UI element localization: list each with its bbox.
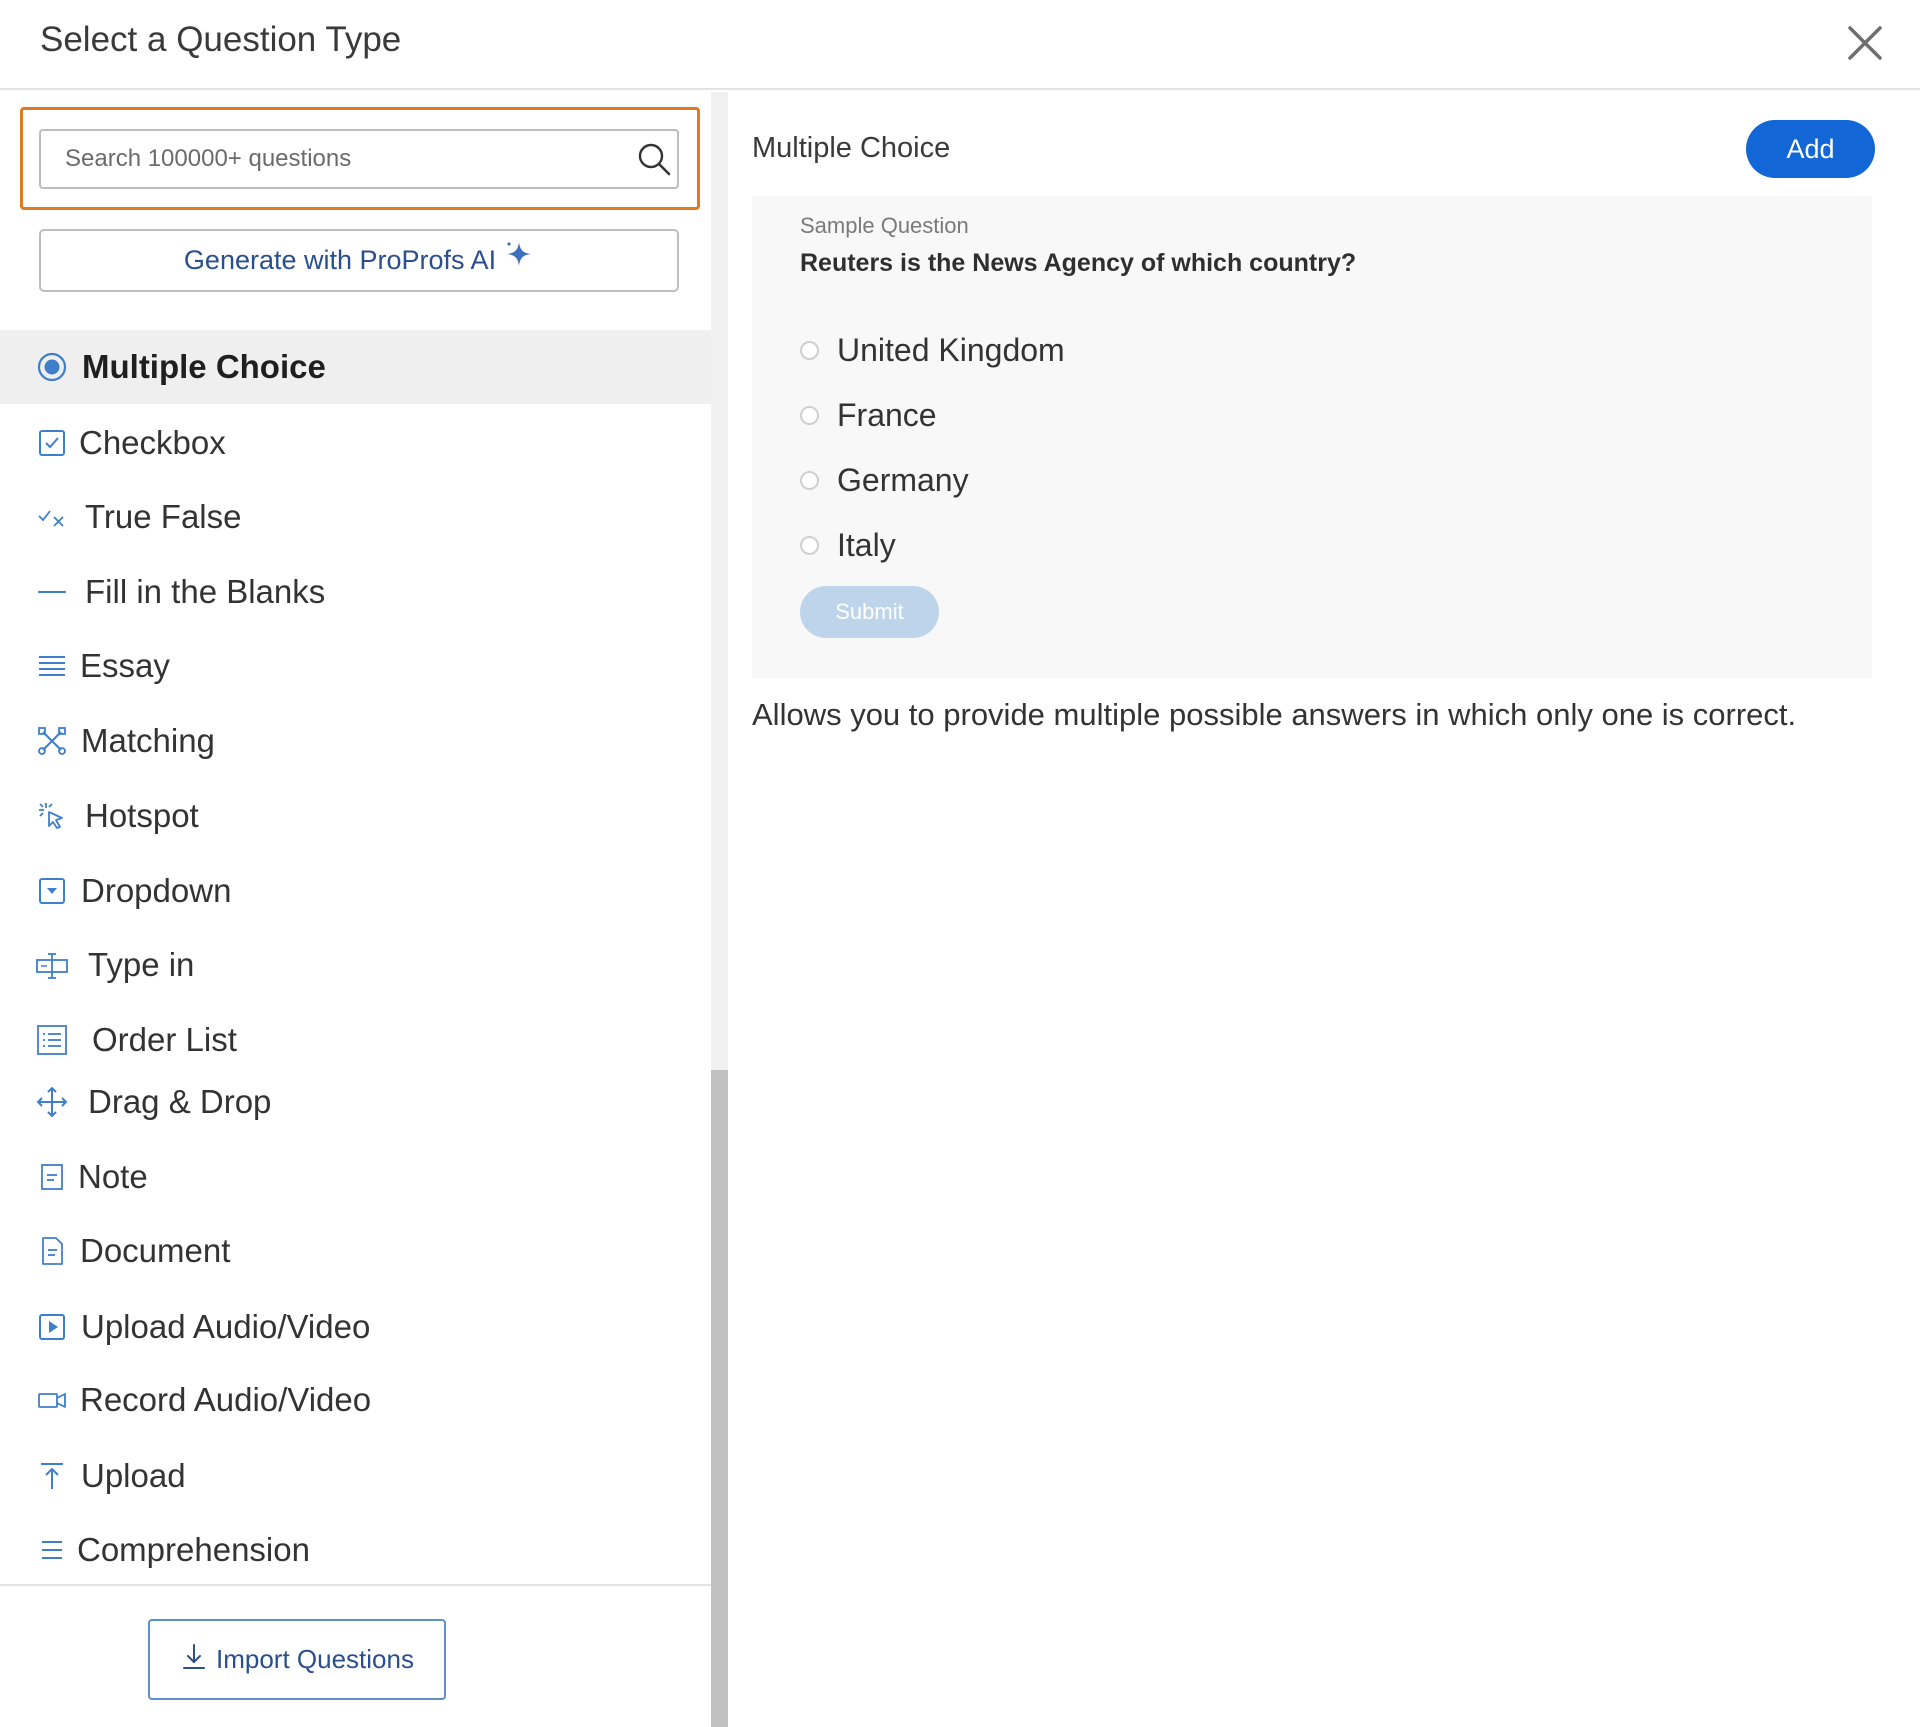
close-button[interactable] (1840, 18, 1890, 68)
submit-button[interactable]: Submit (800, 586, 939, 638)
answer-option-label: Italy (837, 526, 896, 563)
question-type-matching[interactable] (0, 704, 711, 778)
question-type-upload[interactable] (0, 1439, 711, 1513)
radio-icon[interactable] (800, 471, 819, 490)
question-type-label: Essay (80, 647, 170, 684)
import-questions-label: Import Questions (216, 1644, 414, 1674)
preview-title: Multiple Choice (752, 132, 951, 164)
question-type-label: Type in (88, 946, 195, 983)
question-type-label: Upload (81, 1457, 186, 1494)
answer-option[interactable] (800, 330, 1065, 370)
answer-option-label: Germany (837, 461, 969, 498)
search-input[interactable] (41, 131, 621, 187)
sample-question-text: Reuters is the News Agency of which country? (800, 249, 1357, 277)
sample-question-label: Sample Question (800, 213, 969, 238)
download-icon (180, 1642, 208, 1672)
question-type-label: Hotspot (85, 797, 199, 834)
question-type-label: Comprehension (77, 1531, 310, 1568)
question-type-true-false[interactable] (0, 480, 711, 554)
close-icon (1840, 18, 1890, 68)
question-type-label: Upload Audio/Video (81, 1308, 371, 1345)
preview-panel (728, 92, 1920, 1727)
video-camera-icon (36, 1384, 68, 1416)
import-questions-button[interactable] (148, 1619, 446, 1700)
sample-question-card (752, 196, 1872, 678)
dialog-title: Select a Question Type (40, 20, 402, 59)
menu-lines-icon (36, 1534, 68, 1566)
question-type-checkbox[interactable] (0, 406, 711, 480)
question-type-label: Checkbox (79, 424, 226, 461)
question-type-comprehension[interactable] (0, 1513, 711, 1587)
document-icon (36, 1235, 68, 1267)
add-button[interactable]: Add (1746, 120, 1875, 178)
question-type-note[interactable] (0, 1140, 711, 1214)
move-icon (36, 1086, 68, 1118)
question-type-multiple-choice[interactable] (0, 330, 711, 404)
question-type-label: Fill in the Blanks (85, 573, 326, 610)
question-type-essay[interactable] (0, 629, 711, 703)
search-box (39, 129, 679, 189)
question-type-description: Allows you to provide multiple possible answers in which only one is correct. (752, 697, 1797, 732)
question-type-label: Record Audio/Video (80, 1381, 372, 1418)
pointer-click-icon (36, 800, 68, 832)
question-type-record-audio-video[interactable] (0, 1363, 711, 1437)
upload-icon (36, 1460, 68, 1492)
answer-option-label: United Kingdom (837, 331, 1065, 368)
left-footer (0, 1584, 711, 1727)
radio-icon[interactable] (800, 536, 819, 555)
text-cursor-icon (36, 949, 68, 981)
question-type-label: Matching (81, 722, 215, 759)
scrollbar-thumb[interactable] (711, 1070, 728, 1727)
question-type-label: True False (85, 498, 242, 535)
question-type-drag-drop[interactable] (0, 1065, 711, 1139)
question-type-document[interactable] (0, 1214, 711, 1288)
checkbox-icon (36, 427, 68, 459)
question-type-type-in[interactable] (0, 928, 711, 1002)
radio-icon[interactable] (800, 341, 819, 360)
generate-ai-label: Generate with ProProfs AI (183, 245, 497, 275)
radio-icon[interactable] (800, 406, 819, 425)
dash-icon (36, 576, 68, 608)
question-type-upload-audio-video[interactable] (0, 1290, 711, 1364)
question-type-label: Drag & Drop (88, 1083, 272, 1120)
lines-icon (36, 650, 68, 682)
question-type-fill-in-the-blanks[interactable] (0, 555, 711, 629)
question-type-hotspot[interactable] (0, 779, 711, 853)
check-cross-icon (36, 501, 68, 533)
search-icon[interactable] (636, 141, 672, 177)
question-type-label: Multiple Choice (82, 348, 326, 385)
question-type-panel (0, 92, 711, 1727)
dropdown-icon (36, 875, 68, 907)
answer-option[interactable] (800, 525, 896, 565)
dialog-header (0, 0, 1920, 90)
question-type-dropdown[interactable] (0, 854, 711, 928)
left-panel-scrollbar[interactable] (711, 92, 728, 1727)
question-type-label: Order List (92, 1021, 237, 1058)
answer-option[interactable] (800, 395, 937, 435)
generate-ai-button[interactable] (39, 229, 679, 292)
question-type-label: Document (80, 1232, 231, 1269)
sparkle-icon (504, 239, 534, 269)
search-highlight (20, 107, 700, 210)
answer-option[interactable] (800, 460, 969, 500)
matching-icon (36, 725, 68, 757)
play-icon (36, 1311, 68, 1343)
question-type-label: Dropdown (81, 872, 232, 909)
list-icon (36, 1024, 68, 1056)
answer-option-label: France (837, 396, 937, 433)
question-type-label: Note (78, 1158, 148, 1195)
note-icon (36, 1161, 68, 1193)
radio-icon (36, 351, 68, 383)
